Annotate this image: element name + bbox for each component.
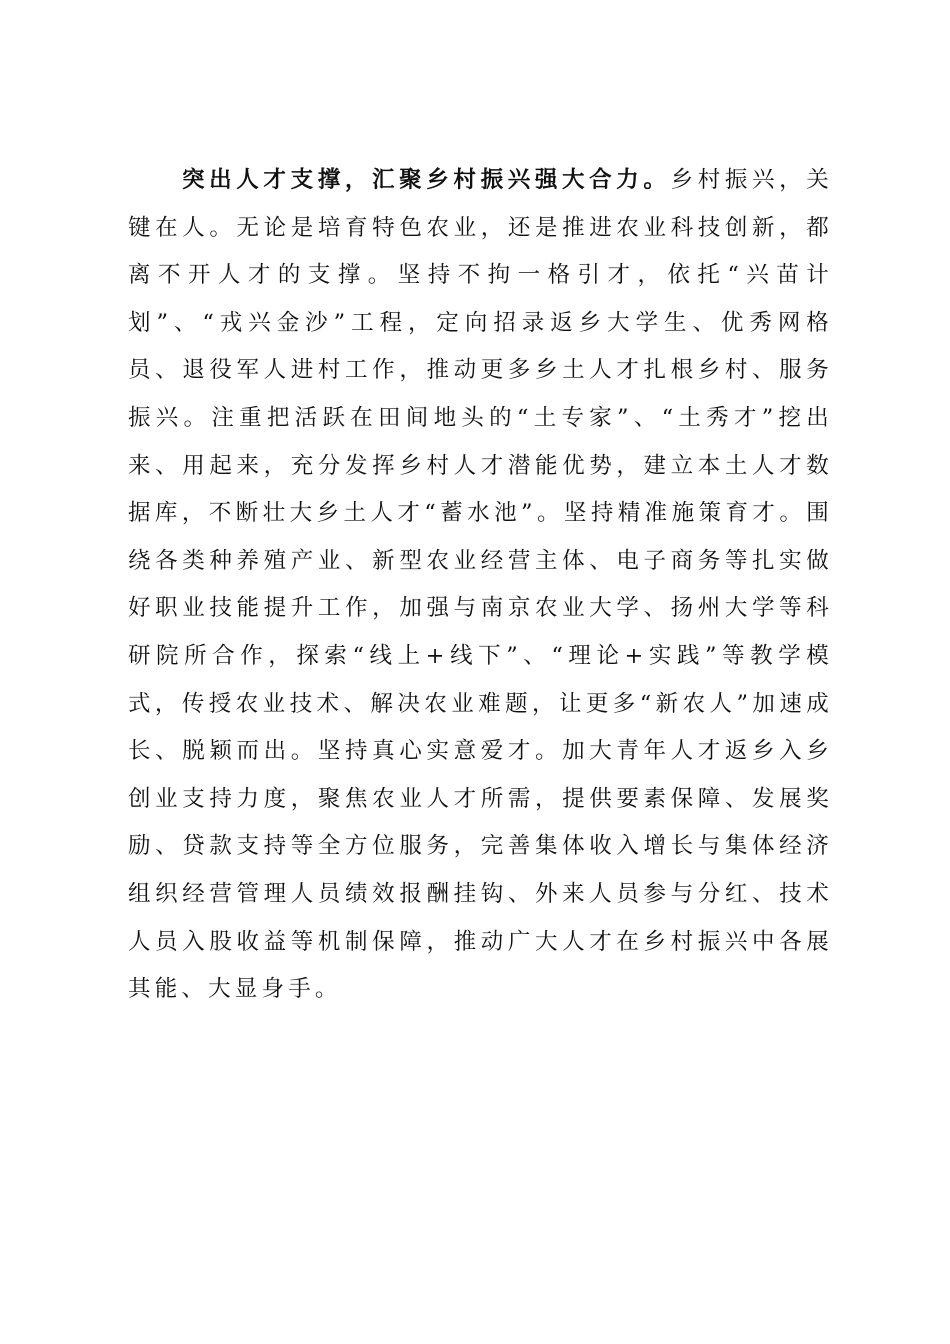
paragraph-body-text: 乡村振兴，关键在人。无论是培育特色农业，还是推进农业科技创新，都离不开人才的支撑。坚持不拘一格引才，依托“兴苗计划”、“戎兴金沙”工程，定向招录返乡大学生、优秀网格员、退役军人进村工作，推动更多乡土人才扎根乡村、服务振兴。注重把活跃在田间地头的“土专家”、“土秀才”挖出来、用起来，充分发挥乡村人才潜能优势，建立本土人才数据库，不断壮大乡土人才“蓄水池”。坚持精准施策育才。围绕各类种养殖产业、新型农业经营主体、电子商务等扎实做好职业技能提升工作，加强与南京农业大学、扬州大学等科研院所合作，探索“线上+线下”、“理论+实践”等教学模式，传授农业技术、解决农业难题，让更多“新农人”加速成长、脱颖而出。坚持真心实意爱才。加大青年人才返乡入乡创业支持力度，聚焦农业人才所需，提供要素保障、发展奖励、贷款支持等全方位服务，完善集体收入增长与集体经济组织经营管理人员绩效报酬挂钩、外来人员参与分红、技术人员入股收益等机制保障，推动广大人才在乡村振兴中各展其能、大显身手。 xyxy=(128,167,833,1003)
body-paragraph xyxy=(128,157,833,1014)
paragraph-lead-heading: 突出人才支撑，汇聚乡村振兴强大合力。 xyxy=(182,167,671,193)
